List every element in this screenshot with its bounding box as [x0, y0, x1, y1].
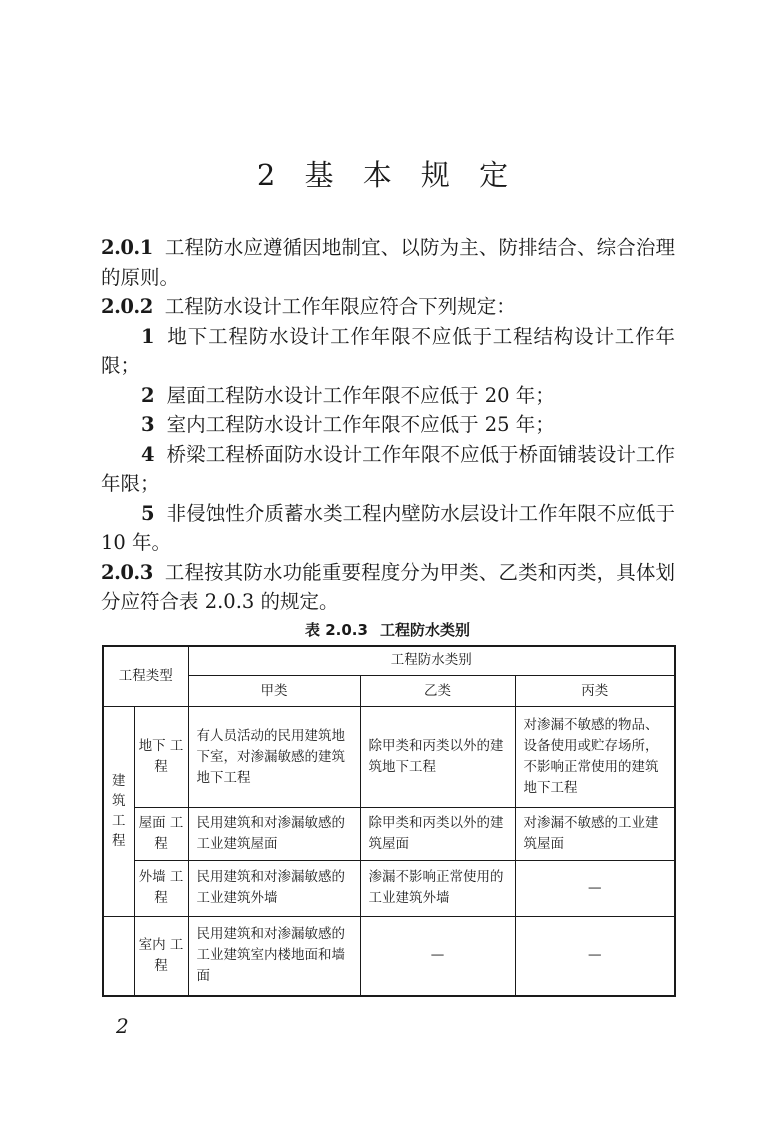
cell-class-c: —	[515, 860, 675, 916]
table-caption-title: 工程防水类别	[379, 621, 470, 639]
body-text	[101, 233, 675, 617]
header-engineering-type: 工程类型	[103, 646, 188, 707]
item-text: 桥梁工程桥面防水设计工作年限不应低于桥面铺装设计工作年限；	[101, 442, 675, 495]
clause-number: 2.0.3	[101, 560, 153, 584]
group-label-continuation	[103, 916, 134, 996]
clause-number: 2.0.2	[101, 295, 153, 318]
table-row	[103, 707, 675, 808]
row-type: 地下 工程	[134, 707, 188, 808]
cell-class-a: 民用建筑和对渗漏敏感的工业建筑屋面	[188, 808, 360, 861]
item-number: 2	[141, 383, 155, 407]
item-text: 地下工程防水设计工作年限不应低于工程结构设计工作年限；	[101, 324, 675, 377]
item-number: 5	[141, 501, 155, 525]
header-class-a: 甲类	[188, 675, 360, 706]
row-type: 屋面 工程	[134, 808, 188, 861]
table-caption	[0, 619, 775, 640]
item-number: 4	[141, 442, 155, 466]
chapter-title: 2 基 本 规 定	[256, 158, 519, 192]
group-label: 建 筑 工 程	[103, 707, 134, 916]
cell-class-c: 对渗漏不敏感的物品、设备使用或贮存场所，不影响正常使用的建筑地下工程	[515, 707, 675, 808]
cell-class-c: 对渗漏不敏感的工业建筑屋面	[515, 808, 675, 861]
clause-text: 工程按其防水功能重要程度分为甲类、乙类和丙类，具体划分应符合表 2.0.3 的规定。	[101, 560, 675, 613]
cell-class-c: —	[515, 916, 675, 996]
cell-class-b: 除甲类和丙类以外的建筑地下工程	[360, 707, 515, 808]
list-item	[101, 381, 675, 411]
clause-text: 工程防水应遵循因地制宜、以防为主、防排结合、综合治理的原则。	[101, 236, 675, 289]
cell-class-b: 渗漏不影响正常使用的工业建筑外墙	[360, 860, 515, 916]
header-class-b: 乙类	[360, 675, 515, 706]
clause-2-0-3	[101, 558, 675, 617]
cell-class-b: 除甲类和丙类以外的建筑屋面	[360, 808, 515, 861]
table-row	[103, 808, 675, 861]
item-text: 非侵蚀性介质蓄水类工程内壁防水层设计工作年限不应低于 10 年。	[101, 501, 675, 554]
list-item	[101, 440, 675, 499]
cell-class-a: 民用建筑和对渗漏敏感的工业建筑外墙	[188, 860, 360, 916]
cell-class-b: —	[360, 916, 515, 996]
list-item	[101, 322, 675, 381]
clause-text: 工程防水设计工作年限应符合下列规定：	[164, 295, 516, 318]
item-number: 3	[141, 413, 155, 436]
table-row	[103, 860, 675, 916]
page-number: 2	[116, 1014, 129, 1038]
clause-2-0-1	[101, 233, 675, 292]
cell-class-a: 有人员活动的民用建筑地下室，对渗漏敏感的建筑地下工程	[188, 707, 360, 808]
row-type: 室内 工程	[134, 916, 188, 996]
list-item	[101, 499, 675, 558]
row-type: 外墙 工程	[134, 860, 188, 916]
clause-number: 2.0.1	[101, 236, 153, 259]
list-item	[101, 410, 675, 440]
table-caption-number: 表 2.0.3	[305, 621, 368, 639]
header-waterproof-class: 工程防水类别	[188, 646, 675, 675]
clause-2-0-2	[101, 292, 675, 322]
item-number: 1	[141, 324, 155, 348]
header-class-c: 丙类	[515, 675, 675, 706]
waterproof-class-table	[102, 645, 676, 997]
item-text: 屋面工程防水设计工作年限不应低于 20 年；	[166, 383, 555, 407]
cell-class-a: 民用建筑和对渗漏敏感的工业建筑室内楼地面和墙面	[188, 916, 360, 996]
item-text: 室内工程防水设计工作年限不应低于 25 年；	[166, 413, 555, 436]
table-row	[103, 916, 675, 996]
